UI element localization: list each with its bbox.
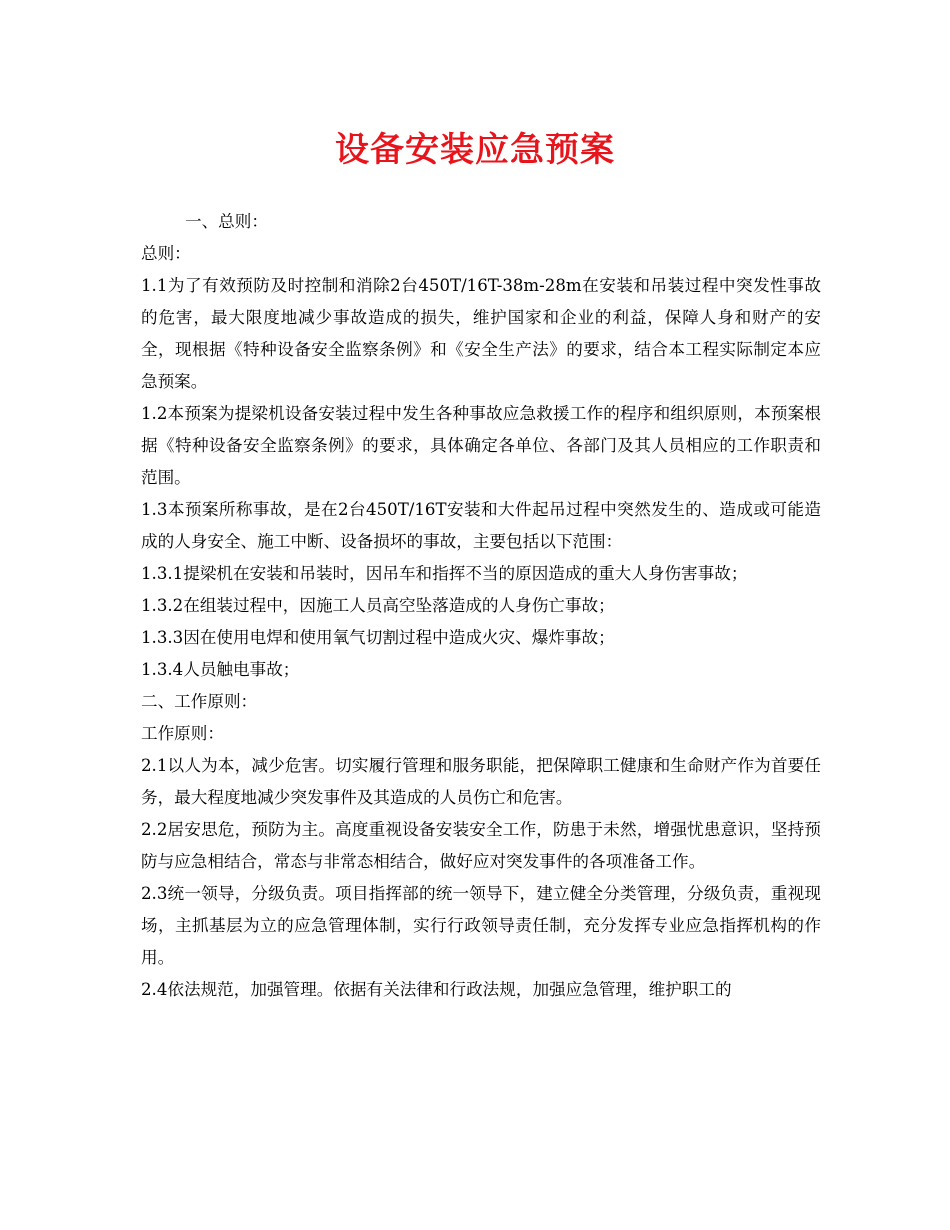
- paragraph: 2.4依法规范，加强管理。依据有关法律和行政法规，加强应急管理，维护职工的: [141, 980, 732, 999]
- paragraph: 1.3.3因在使用电焊和使用氧气切割过程中造成火灾、爆炸事故；: [141, 628, 615, 647]
- paragraph: 总则：: [141, 244, 191, 263]
- paragraph: 2.2居安思危，预防为主。高度重视设备安装安全工作，防患于未然，增强忧患意识，坚持预防与应急相结合，常态与非常态相结合，做好应对突发事件的各项准备工作。: [141, 820, 821, 871]
- document-body: [141, 206, 821, 1006]
- paragraph: 1.2本预案为提梁机设备安装过程中发生各种事故应急救援工作的程序和组织原则，本预案根据《特种设备安全监察条例》的要求，具体确定各单位、各部门及其人员相应的工作职责和范围。: [141, 404, 821, 487]
- section-heading-general: 一、总则：: [185, 212, 268, 231]
- paragraph: 1.3.1提梁机在安装和吊装时，因吊车和指挥不当的原因造成的重大人身伤害事故；: [141, 564, 748, 583]
- paragraph: 2.3统一领导，分级负责。项目指挥部的统一领导下，建立健全分类管理，分级负责，重视现场，主抓基层为立的应急管理体制，实行行政领导责任制，充分发挥专业应急指挥机构的作用。: [141, 884, 821, 967]
- paragraph: 2.1以人为本，减少危害。切实履行管理和服务职能，把保障职工健康和生命财产作为首要任务，最大程度地减少突发事件及其造成的人员伤亡和危害。: [141, 756, 821, 807]
- paragraph: 1.3.2在组装过程中，因施工人员高空坠落造成的人身伤亡事故；: [141, 596, 615, 615]
- paragraph: 1.1为了有效预防及时控制和消除2台450T/16T-38m-28m在安装和吊装过程中突发性事故的危害，最大限度地减少事故造成的损失，维护国家和企业的利益，保障人身和财产的安全，现根据《特种设备安全监察条例》和《安全生产法》的要求，结合本工程实际制定本应急预案。: [141, 276, 821, 391]
- paragraph: 1.3本预案所称事故，是在2台450T/16T安装和大件起吊过程中突然发生的、造成或可能造成的人身安全、施工中断、设备损坏的事故，主要包括以下范围：: [141, 500, 821, 551]
- document-title: 设备安装应急预案: [335, 130, 615, 170]
- section-heading-principles: 二、工作原则：: [141, 692, 258, 711]
- paragraph: 工作原则：: [141, 724, 224, 743]
- paragraph: 1.3.4人员触电事故；: [141, 660, 300, 679]
